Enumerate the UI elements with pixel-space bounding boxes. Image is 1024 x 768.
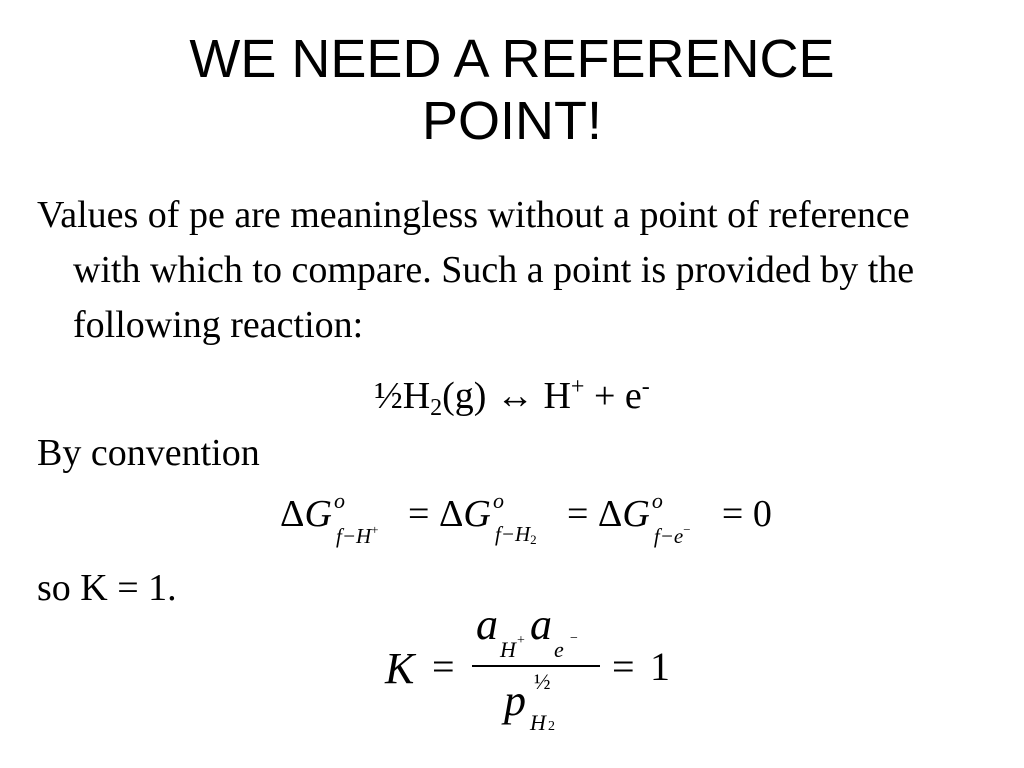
fraction-bar [472,665,600,667]
standard-state-sup: o [651,488,663,513]
delta-symbol: Δ [438,493,464,535]
delta-symbol: Δ [597,493,623,535]
delta-symbol: Δ [280,493,305,535]
reaction-h2-subscript: 2 [430,395,443,421]
equals-sign-k: = [432,644,455,689]
equals-sign-3: = [721,493,744,535]
reaction-electron: e [624,375,642,417]
conclusion-text: so K = 1. [37,567,177,609]
title-line-1: WE NEED A REFERENCE [189,29,835,89]
gibbs-sub-h-ion [336,522,379,549]
activity-electron-charge: − [570,631,578,646]
reaction-h-ion-charge: + [570,374,585,400]
activity-h-ion-charge: + [517,633,525,648]
activity-electron-sub: e [554,637,564,662]
equilibrium-constant-equation [380,600,680,745]
gibbs-symbol: G [622,493,650,535]
reaction-phase: (g) [442,375,487,417]
activity-h-ion-sub: H [500,637,516,662]
reaction-h-ion: H [543,375,571,417]
gibbs-sub-electron [654,522,691,549]
gibbs-sub-h2-text: f−H [494,522,531,546]
activity-h-ion: a [476,600,498,649]
result-one: 1 [650,644,670,689]
gibbs-term-electron [597,488,722,548]
reaction-plus: + [593,375,616,417]
gibbs-sub-h2-subscript: 2 [530,532,537,547]
reaction-h2-prefix: ½H [374,375,431,417]
gibbs-term-h-ion [280,488,408,548]
gibbs-sub-electron-charge: − [683,522,691,537]
gibbs-symbol: G [463,493,491,535]
title-line-2: POINT! [421,91,602,151]
pressure-h2-sub: H [530,710,546,735]
reaction-arrow: ↔ [495,375,534,417]
convention-label: By convention [37,432,260,474]
gibbs-symbol: G [304,493,332,535]
standard-state-sup: o [492,488,504,513]
k-symbol: K [385,644,415,693]
reaction-equation [0,362,1024,433]
gibbs-sub-electron-text: f−e [653,524,684,548]
equals-sign-2: = [566,493,589,535]
gibbs-equation [280,488,772,562]
pressure-h2-sub-subscript: 2 [548,719,555,734]
gibbs-sub-h-ion-text: f−H [336,524,372,548]
gibbs-term-h2 [438,488,567,547]
intro-paragraph: Values of pe are meaningless without a point of reference with which to compare. Such a point is provided by the following reaction: [37,194,915,346]
gibbs-sub-h-ion-charge: + [371,522,379,537]
gibbs-sub-h2 [495,522,537,548]
slide-title [0,28,1024,152]
pressure-h2: p [504,676,526,725]
reaction-electron-charge: - [641,374,650,400]
standard-state-sup: o [334,488,345,513]
equals-sign-1: = [408,493,430,535]
zero-value: 0 [752,493,772,535]
activity-electron: a [530,600,552,649]
equals-sign-result: = [612,644,635,689]
pressure-exponent: ½ [534,669,551,694]
